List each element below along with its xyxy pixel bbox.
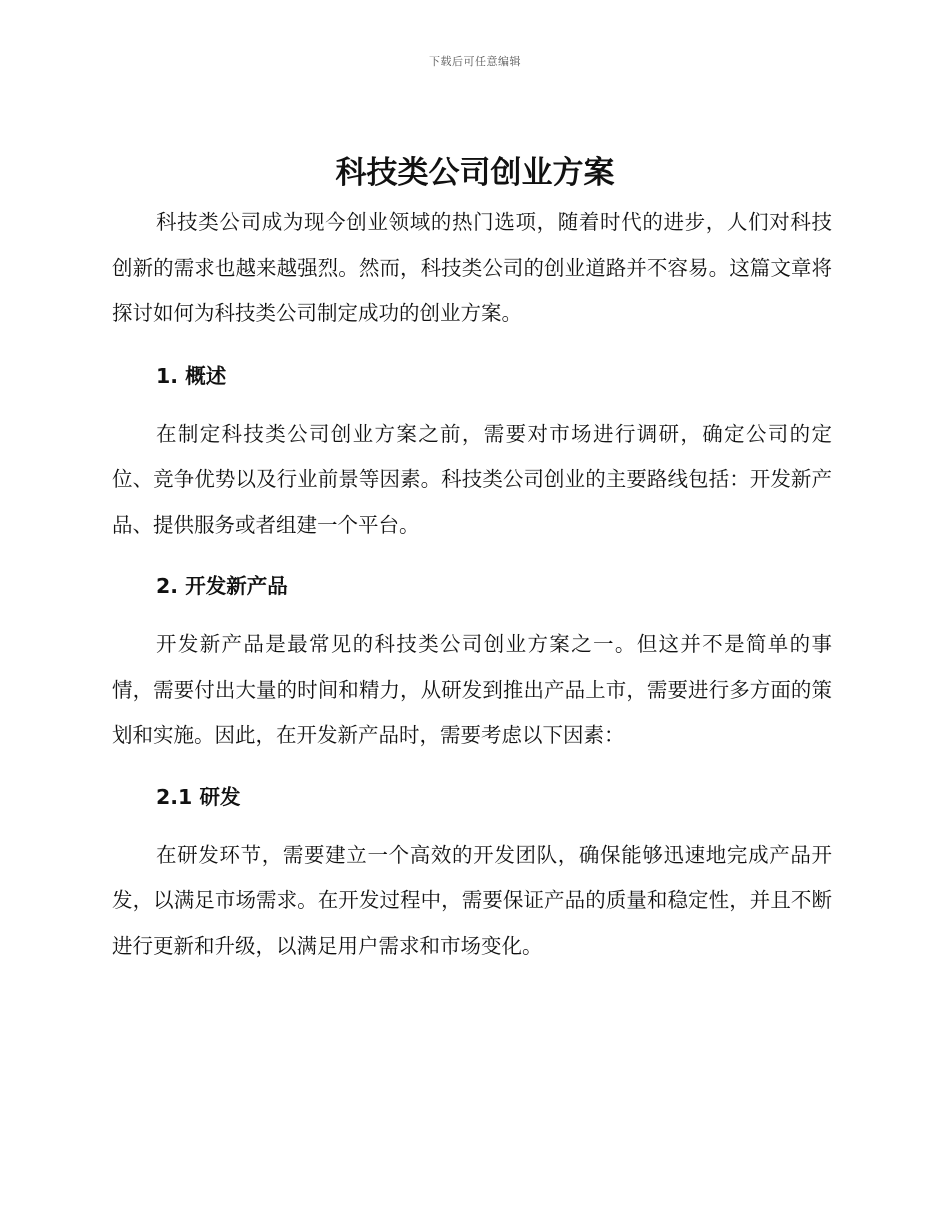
- section-heading-overview: 1. 概述: [156, 363, 227, 388]
- document-body: [112, 200, 832, 969]
- document-title: 科技类公司创业方案: [335, 155, 615, 191]
- section-body-new-product: 开发新产品是最常见的科技类公司创业方案之一。但这并不是简单的事情，需要付出大量的时间和精力，从研发到推出产品上市，需要进行多方面的策划和实施。因此，在开发新产品时，需要考虑以下因素：: [112, 632, 832, 747]
- section-body-rnd: 在研发环节，需要建立一个高效的开发团队，确保能够迅速地完成产品开发，以满足市场需求。在开发过程中，需要保证产品的质量和稳定性，并且不断进行更新和升级，以满足用户需求和市场变化。: [112, 842, 832, 958]
- section-heading-rnd: 2.1 研发: [156, 784, 241, 809]
- intro-paragraph: 科技类公司成为现今创业领域的热门选项，随着时代的进步，人们对科技创新的需求也越来越强烈。然而，科技类公司的创业道路并不容易。这篇文章将探讨如何为科技类公司制定成功的创业方案。: [112, 210, 832, 325]
- page-header-note: 下载后可任意编辑: [429, 55, 521, 68]
- section-heading-new-product: 2. 开发新产品: [156, 574, 288, 598]
- section-body-overview: 在制定科技类公司创业方案之前，需要对市场进行调研，确定公司的定位、竞争优势以及行业前景等因素。科技类公司创业的主要路线包括：开发新产品、提供服务或者组建一个平台。: [112, 421, 832, 537]
